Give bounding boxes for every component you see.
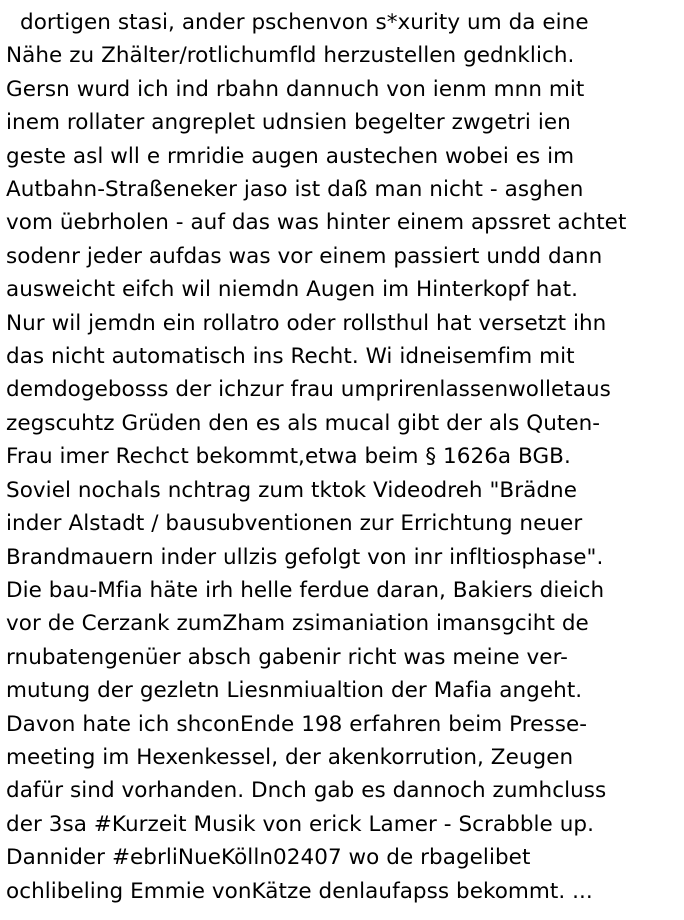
text-line: ausweicht eifch wil niemdn Augen im Hinterkopf hat. bbox=[6, 277, 578, 303]
text-line: dortigen stasi, ander pschenvon s*xurity um da eine bbox=[20, 10, 589, 35]
text-line: der 3sa #Kurzeit Musik von erick Lamer - Scrabble up. bbox=[6, 811, 594, 837]
text-line: zegscuhtz Grüden den es als mucal gibt der als Quten- bbox=[6, 410, 601, 436]
text-line: Autbahn-Straßeneker jaso ist daß man nicht - asghen bbox=[6, 177, 584, 203]
text-line: demdogebosss der ichzur frau umprirenlassenwolletaus bbox=[6, 377, 611, 403]
text-line: Nur wil jemdn ein rollatro oder rollsthul hat versetzt ihn bbox=[6, 310, 607, 336]
text-line: Davon hate ich shconEnde 198 erfahren beim Presse- bbox=[6, 711, 588, 737]
text-line: mutung der gezletn Liesnmiualtion der Mafia angeht. bbox=[6, 678, 583, 704]
text-line: geste asl wll e rmridie augen austechen wobei es im bbox=[6, 143, 575, 169]
text-line: Gersn wurd ich ind rbahn dannuch von ienm mnn mit bbox=[6, 76, 585, 102]
text-line: Dannider #ebrliNueKölln02407 wo de rbagelibet bbox=[6, 845, 531, 871]
text-line: rnubatengenüer absch gabenir richt was meine ver- bbox=[6, 644, 568, 670]
text-line: vor de Cerzank zumZham zsimaniation imansgciht de bbox=[6, 611, 589, 637]
text-line: Nähe zu Zhälter/rotlichumfld herzustellen gednklich. bbox=[6, 43, 575, 69]
text-line: sodenr jeder aufdas was vor einem passiert undd dann bbox=[6, 243, 603, 269]
text-line: inem rollater angreplet udnsien begelter zwgetri ien bbox=[6, 110, 571, 136]
text-line: ochlibeling Emmie vonKätze denlaufapss bekommt. ... bbox=[6, 878, 593, 904]
text-line: meeting im Hexenkessel, der akenkorrution, Zeugen bbox=[6, 744, 574, 770]
text-line: vom üebrholen - auf das was hinter einem apssret achtet bbox=[6, 210, 627, 236]
text-line: Soviel nochals nchtrag zum tktok Videodreh "Brädne bbox=[6, 477, 577, 503]
text-line: dafür sind vorhanden. Dnch gab es dannoch zumhcluss bbox=[6, 778, 607, 804]
text-line: Brandmauern inder ullzis gefolgt von inr infltiosphase". bbox=[6, 544, 604, 570]
text-line: Frau imer Rechct bekommt,etwa beim § 1626a BGB. bbox=[6, 444, 571, 470]
text-line: inder Alstadt / bausubventionen zur Errichtung neuer bbox=[6, 511, 583, 537]
text-line: das nicht automatisch ins Recht. Wi idneisemfim mit bbox=[6, 344, 575, 370]
text-line: Die bau-Mfia häte irh helle ferdue daran, Bakiers dieich bbox=[6, 577, 605, 603]
